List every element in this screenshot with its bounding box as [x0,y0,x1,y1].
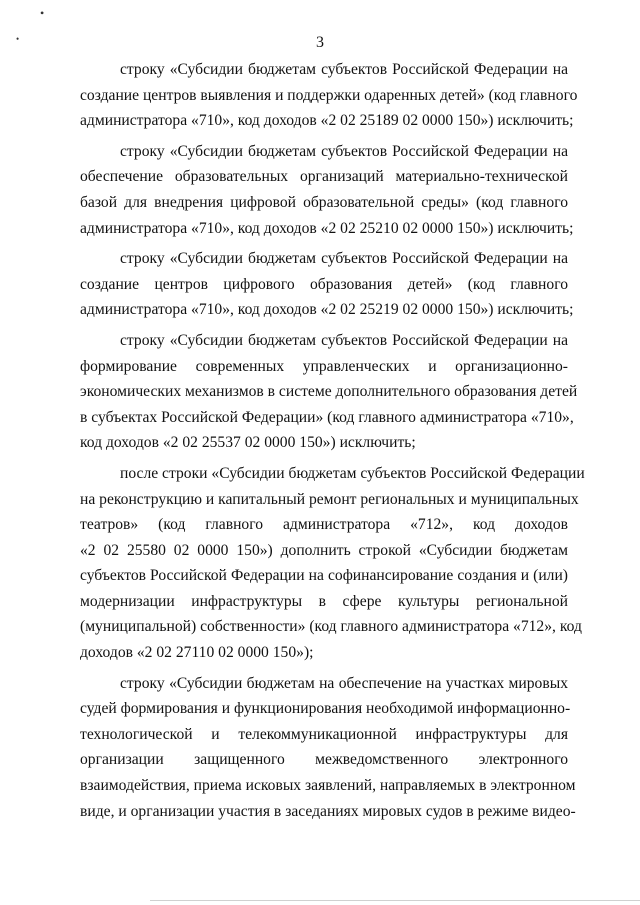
paragraph-line: строку «Субсидии бюджетам субъектов Российской Федерации на [120,331,568,349]
paragraph [80,671,576,825]
paragraph-line: создание центров выявления и поддержки одаренных детей» (код главного [80,86,578,104]
paragraph-line: формирование современных управленческих и организационно- [80,357,568,375]
paragraph-line: код доходов «2 02 25537 02 0000 150») исключить; [80,434,416,452]
scan-edge-line [150,900,640,901]
paragraph-line: виде, и организации участия в заседаниях мировых судов в режиме видео- [80,802,576,820]
paragraph-line: в субъектах Российской Федерации» (код главного администратора «710», [80,408,574,426]
paragraph-line: после строки «Субсидии бюджетам субъектов Российской Федерации [120,464,585,482]
paragraph-line: (муниципальной) собственности» (код главного администратора «712», код [80,618,582,636]
paragraph-line: театров» (код главного администратора «712», код доходов [80,516,568,534]
paragraph [80,139,574,241]
scan-mark: • [16,34,20,44]
paragraph-line: строку «Субсидии бюджетам субъектов Российской Федерации на [120,61,568,78]
paragraph-line: доходов «2 02 27110 02 0000 150»); [80,644,314,662]
paragraph-line: модернизации инфраструктуры в сфере культуры региональной [80,592,568,610]
paragraph-line: администратора «710», код доходов «2 02 25189 02 0000 150») исключить; [80,112,574,130]
paragraph [80,246,574,323]
paragraph-line: субъектов Российской Федерации на софинансирование создания и (или) [80,567,568,585]
paragraph-line: создание центров цифрового образования детей» (код главного [80,275,568,293]
paragraph [80,57,578,134]
paragraph-line: экономических механизмов в системе дополнительного образования детей [80,383,578,401]
scan-mark: • [40,6,45,20]
page-number: 3 [316,34,324,51]
paragraph [80,328,578,456]
paragraph-line: на реконструкцию и капитальный ремонт региональных и муниципальных [80,490,579,508]
paragraph [80,461,585,666]
paragraph-line: строку «Субсидии бюджетам субъектов Российской Федерации на [120,250,568,268]
paragraph-line: организации защищенного межведомственного электронного [80,751,568,769]
document-body [80,57,585,829]
paragraph-line: судей формирования и функционирования необходимой информационно- [80,700,571,718]
paragraph-line: строку «Субсидии бюджетам субъектов Российской Федерации на [120,142,568,160]
paragraph-line: базой для внедрения цифровой образовательной среды» (код главного [80,193,568,211]
paragraph-line: взаимодействия, приема исковых заявлений, направляемых в электронном [80,777,576,795]
paragraph-line: технологической и телекоммуникационной инфраструктуры для [80,725,568,743]
paragraph-line: обеспечение образовательных организаций материально-технической [80,168,568,186]
paragraph-line: администратора «710», код доходов «2 02 25219 02 0000 150») исключить; [80,301,574,319]
paragraph-line: «2 02 25580 02 0000 150») дополнить строкой «Субсидии бюджетам [80,541,568,559]
paragraph-line: администратора «710», код доходов «2 02 25210 02 0000 150») исключить; [80,219,574,237]
paragraph-line: строку «Субсидии бюджетам на обеспечение на участках мировых [120,674,568,692]
